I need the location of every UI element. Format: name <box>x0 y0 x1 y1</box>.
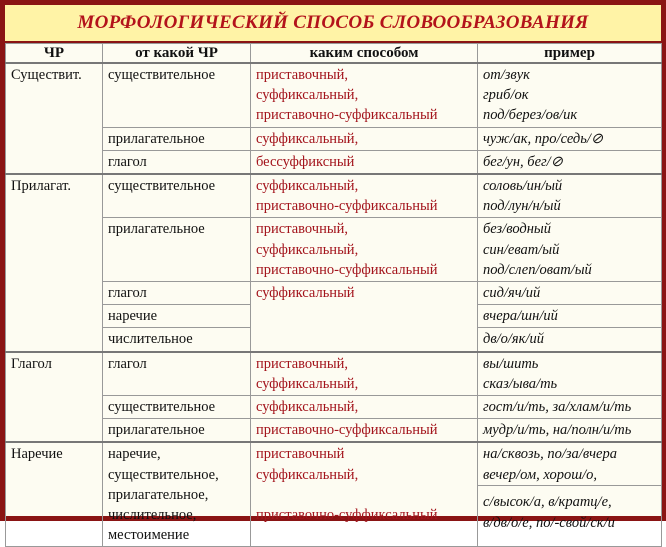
header-method: каким способом <box>251 44 478 64</box>
table-row <box>6 352 662 396</box>
from-cell: числительное <box>103 328 251 352</box>
example-cell: дв/о/як/ий <box>478 328 662 352</box>
table-row <box>6 282 662 305</box>
method-cell: суффиксальный, <box>251 127 478 150</box>
from-cell: существительное <box>103 63 251 127</box>
pos-cell: Глагол <box>6 352 103 443</box>
example-cell: гост/и/ть, за/хлам/и/ть <box>478 396 662 419</box>
table-row <box>6 419 662 443</box>
example-cell: вчера/шн/ий <box>478 305 662 328</box>
example-cell: чуж/ак, про/седь/⊘ <box>478 127 662 150</box>
table-row <box>6 218 662 282</box>
method-cell: приставочный суффиксальный, приставочно-суффиксальный <box>251 442 478 547</box>
method-cell: приставочный, суффиксальный, приставочно-суффиксальный <box>251 63 478 127</box>
pos-cell: Прилагат. <box>6 174 103 352</box>
header-from: от какой ЧР <box>103 44 251 64</box>
from-cell: существительное <box>103 396 251 419</box>
from-cell: глагол <box>103 150 251 174</box>
table-row <box>6 63 662 127</box>
from-cell: прилагательное <box>103 419 251 443</box>
method-cell: суффиксальный, <box>251 396 478 419</box>
from-cell: глагол <box>103 352 251 396</box>
table-row <box>6 174 662 218</box>
example-cell: сид/яч/ий <box>478 282 662 305</box>
method-cell: суффиксальный, приставочно-суффиксальный <box>251 174 478 218</box>
example-cell: соловь/ин/ый под/лун/н/ый <box>478 174 662 218</box>
from-cell: прилагательное <box>103 218 251 282</box>
method-cell: бессуффиксный <box>251 150 478 174</box>
from-cell: прилагательное <box>103 127 251 150</box>
table-row <box>6 396 662 419</box>
from-cell: наречие <box>103 305 251 328</box>
example-cell: на/сквозь, по/за/вчера вечер/ом, хорош/о, с/высок/а, в/кратц/е, в/дв/о/е, по/-свой/ск/и <box>478 442 662 547</box>
header-pos: ЧР <box>6 44 103 64</box>
header-row <box>6 44 662 64</box>
header-example: пример <box>478 44 662 64</box>
example-cell: вы/шить сказ/ыва/ть <box>478 352 662 396</box>
method-cell: приставочно-суффиксальный <box>251 419 478 443</box>
pos-cell: Существит. <box>6 63 103 174</box>
method-cell: приставочный, суффиксальный, <box>251 352 478 396</box>
from-cell: наречие, существительное, прилагательное, числительное, местоимение <box>103 442 251 547</box>
from-cell: существительное <box>103 174 251 218</box>
from-cell: глагол <box>103 282 251 305</box>
page-title: МОРФОЛОГИЧЕСКИЙ СПОСОБ СЛОВООБРАЗОВАНИЯ <box>5 5 661 43</box>
pos-cell: Наречие <box>6 442 103 547</box>
method-cell: приставочный, суффиксальный, приставочно-суффиксальный <box>251 218 478 282</box>
example-cell: от/звук гриб/ок под/берез/ов/ик <box>478 63 662 127</box>
word-formation-table <box>5 43 662 547</box>
example-cell: бег/ун, бег/⊘ <box>478 150 662 174</box>
table-row <box>6 127 662 150</box>
example-cell: без/водный син/еват/ый под/слеп/оват/ый <box>478 218 662 282</box>
example-cell: мудр/и/ть, на/полн/и/ть <box>478 419 662 443</box>
table-row <box>6 442 662 547</box>
table-row <box>6 150 662 174</box>
method-cell: суффиксальный <box>251 282 478 352</box>
